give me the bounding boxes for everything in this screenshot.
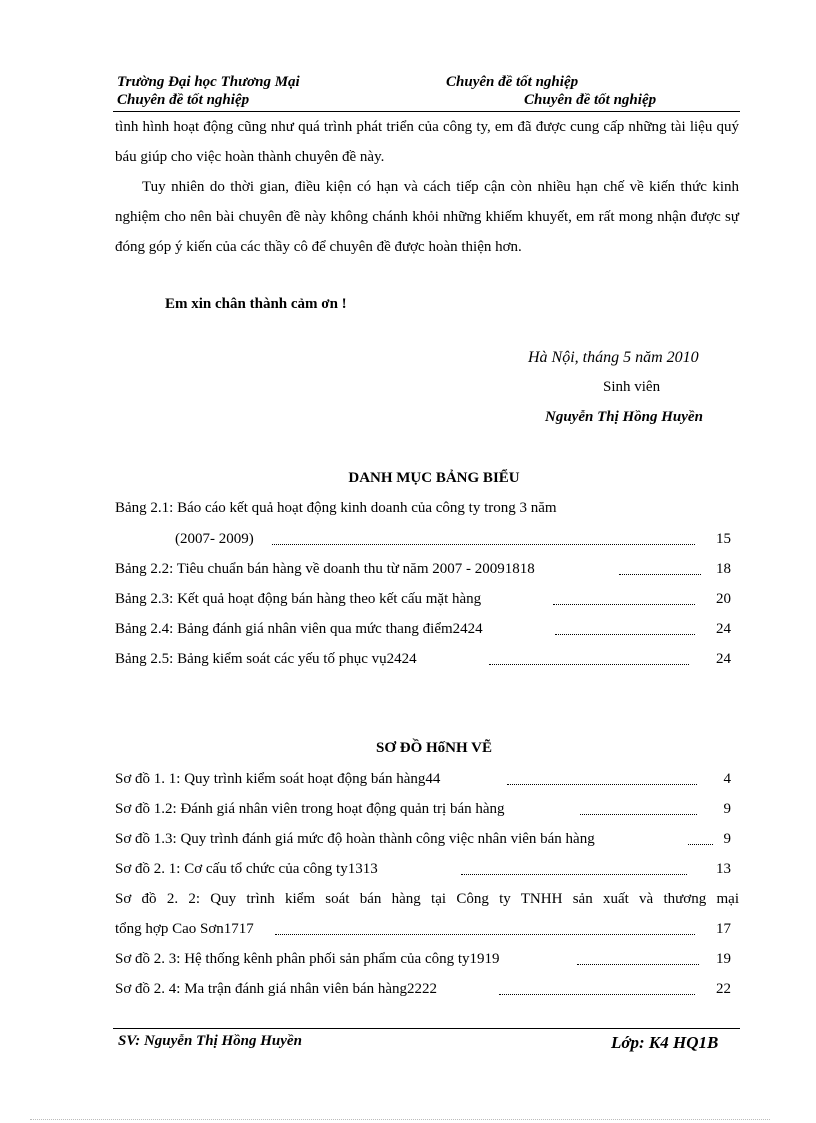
toc-entry-figure-1-2[interactable] — [115, 794, 739, 824]
toc-leader-dots — [489, 664, 689, 665]
toc-entry-label: Bảng 2.5: Bảng kiểm soát các yếu tố phục vụ2424 — [115, 651, 417, 667]
toc-entry-label: Sơ đồ 2. 1: Cơ cấu tổ chức của công ty1313 — [115, 861, 378, 877]
toc-page-number: 9 — [723, 831, 731, 847]
toc-entry-table-2-2[interactable] — [115, 554, 739, 584]
toc-entry-label: Bảng 2.4: Bảng đánh giá nhân viên qua mức thang điểm2424 — [115, 621, 483, 637]
toc-leader-dots — [688, 844, 713, 845]
header-title-right-2: Chuyên đề tốt nghiệp — [524, 92, 657, 108]
header-title-left: Chuyên đề tốt nghiệp — [117, 92, 250, 108]
toc-leader-dots — [577, 964, 699, 965]
signature-name: Nguyễn Thị Hồng Huyền — [545, 409, 703, 425]
toc-entry-figure-2-1[interactable] — [115, 854, 739, 884]
toc-leader-dots — [461, 874, 687, 875]
toc-entry-table-2-1[interactable] — [115, 524, 739, 554]
toc-page-number: 17 — [716, 921, 731, 937]
thanks-line: Em xin chân thành cảm ơn ! — [165, 296, 347, 312]
toc-entry-label: Sơ đồ 2. 3: Hệ thống kênh phân phối sản phẩm của công ty1919 — [115, 951, 500, 967]
header-school: Trường Đại học Thương Mại — [117, 74, 300, 90]
toc-page-number: 20 — [716, 591, 731, 607]
toc-page-number: 19 — [716, 951, 731, 967]
toc-entry-table-2-4[interactable] — [115, 614, 739, 644]
figures-list-heading: SƠ ĐỒ HốNH VẼ — [376, 740, 492, 756]
toc-entry-label: Bảng 2.3: Kết quả hoạt động bán hàng theo kết cấu mặt hàng — [115, 591, 482, 607]
page-bottom-border — [30, 1119, 770, 1120]
toc-entry-table-2-3[interactable] — [115, 584, 739, 614]
tables-list-heading: DANH MỤC BẢNG BIỂU — [348, 470, 520, 486]
toc-entry-figure-1-3[interactable] — [115, 824, 739, 854]
toc-entry-label: Sơ đồ 1.3: Quy trình đánh giá mức độ hoàn thành công việc nhân viên bán hàng — [115, 831, 595, 847]
toc-leader-dots — [275, 934, 695, 935]
toc-entry-label: Sơ đồ 2. 4: Ma trận đánh giá nhân viên bán hàng2222 — [115, 981, 438, 997]
header-title-right: Chuyên đề tốt nghiệp — [446, 74, 579, 90]
toc-page-number: 24 — [716, 651, 731, 667]
toc-page-number: 18 — [716, 561, 731, 577]
toc-page-number: 24 — [716, 621, 731, 637]
toc-entry-label: Sơ đồ 1.2: Đánh giá nhân viên trong hoạt động quản trị bán hàng — [115, 801, 505, 817]
toc-page-number: 13 — [716, 861, 731, 877]
toc-entry-label: Bảng 2.2: Tiêu chuẩn bán hàng về doanh thu từ năm 2007 - 20091818 — [115, 561, 535, 577]
toc-entry-table-2-5[interactable] — [115, 644, 739, 674]
toc-leader-dots — [553, 604, 695, 605]
paragraph-1: tình hình hoạt động cũng như quá trình phát triển của công ty, em đã được cung cấp những tài liệu quý báu giúp cho việc hoàn thành chuyên đề này. — [115, 119, 739, 165]
toc-leader-dots — [580, 814, 697, 815]
toc-page-number: 22 — [716, 981, 731, 997]
toc-leader-dots — [507, 784, 697, 785]
toc-entry-figure-2-2[interactable] — [115, 914, 739, 944]
signature-place-date: Hà Nội, tháng 5 năm 2010 — [528, 349, 699, 366]
toc-page-number: 4 — [723, 771, 731, 787]
toc-leader-dots — [499, 994, 695, 995]
toc-leader-dots — [272, 544, 695, 545]
signature-role: Sinh viên — [603, 379, 661, 395]
toc-figure-2-2-line1: Sơ đồ 2. 2: Quy trình kiểm soát bán hàng tại Công ty TNHH sản xuất và thương mại — [115, 891, 739, 907]
toc-page-number: 9 — [723, 801, 731, 817]
toc-entry-label: (2007- 2009) — [175, 531, 254, 547]
toc-entry-figure-2-3[interactable] — [115, 944, 739, 974]
toc-leader-dots — [555, 634, 695, 635]
toc-leader-dots — [619, 574, 701, 575]
footer-class: Lớp: K4 HQ1B — [611, 1033, 719, 1052]
footer-student: SV: Nguyễn Thị Hồng Huyền — [118, 1033, 302, 1049]
footer-rule — [113, 1028, 740, 1029]
toc-entry-figure-1-1[interactable] — [115, 764, 739, 794]
toc-entry-label: tổng hợp Cao Sơn1717 — [115, 921, 254, 937]
toc-entry-label: Sơ đồ 1. 1: Quy trình kiểm soát hoạt động bán hàng44 — [115, 771, 441, 787]
toc-entry-figure-2-4[interactable] — [115, 974, 739, 1004]
toc-page-number: 15 — [716, 531, 731, 547]
paragraph-2: Tuy nhiên do thời gian, điều kiện có hạn và cách tiếp cận còn nhiều hạn chế về kiến thức kinh nghiệm cho nên bài chuyên đề này không chánh khỏi những khiếm khuyết, em rất mong nhận được sự đóng góp ý kiến của các thầy cô để chuyên đề được hoàn thiện hơn. — [115, 179, 739, 255]
toc-table-2-1-line1: Bảng 2.1: Báo cáo kết quả hoạt động kinh doanh của công ty trong 3 năm — [115, 500, 557, 516]
